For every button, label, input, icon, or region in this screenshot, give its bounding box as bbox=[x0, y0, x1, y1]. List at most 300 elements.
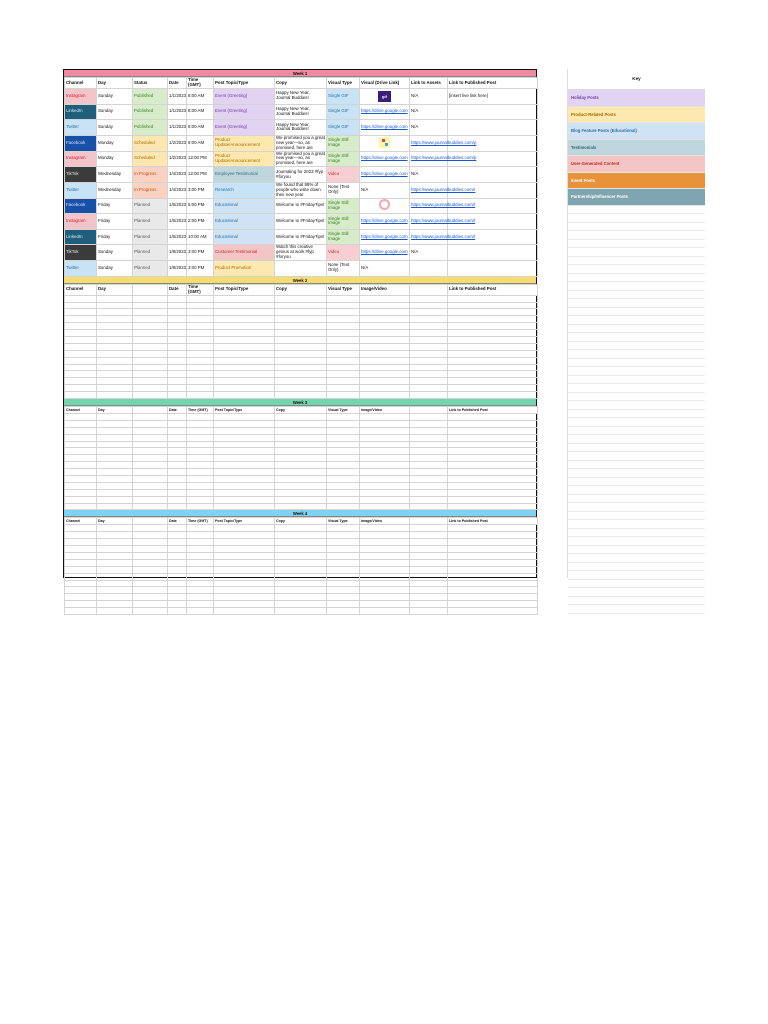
empty-cell[interactable] bbox=[168, 350, 187, 357]
empty-cell[interactable] bbox=[187, 532, 214, 539]
status-cell[interactable]: Scheduled bbox=[133, 151, 168, 167]
empty-cell[interactable] bbox=[214, 539, 275, 546]
empty-cell[interactable] bbox=[410, 546, 448, 553]
empty-cell[interactable] bbox=[410, 553, 448, 560]
empty-cell[interactable] bbox=[327, 448, 360, 455]
status-cell[interactable]: Planned bbox=[133, 261, 168, 277]
empty-cell[interactable] bbox=[448, 350, 538, 357]
visual-type-cell[interactable]: Single Still Image bbox=[327, 198, 360, 214]
empty-cell[interactable] bbox=[97, 573, 133, 580]
empty-cell[interactable] bbox=[448, 525, 538, 532]
empty-cell[interactable] bbox=[410, 357, 448, 364]
empty-cell[interactable] bbox=[327, 566, 360, 573]
empty-cell[interactable] bbox=[133, 295, 168, 302]
empty-cell[interactable] bbox=[65, 601, 97, 608]
empty-cell[interactable] bbox=[275, 420, 327, 427]
visual-link[interactable]: N/A bbox=[361, 186, 369, 192]
empty-cell[interactable] bbox=[327, 594, 360, 601]
visual-link[interactable]: N/A bbox=[361, 264, 369, 270]
empty-cell[interactable] bbox=[448, 539, 538, 546]
empty-cell[interactable] bbox=[360, 559, 410, 566]
empty-cell[interactable] bbox=[168, 364, 187, 371]
visual-link-cell[interactable] bbox=[360, 182, 410, 198]
empty-cell[interactable] bbox=[214, 302, 275, 309]
empty-cell[interactable] bbox=[360, 427, 410, 434]
empty-cell[interactable] bbox=[214, 455, 275, 462]
empty-cell[interactable] bbox=[410, 302, 448, 309]
empty-cell[interactable] bbox=[448, 302, 538, 309]
empty-cell[interactable] bbox=[133, 420, 168, 427]
empty-cell[interactable] bbox=[187, 385, 214, 392]
empty-cell[interactable] bbox=[360, 580, 410, 587]
empty-cell[interactable] bbox=[275, 525, 327, 532]
visual-link[interactable]: https://drive.google.com bbox=[361, 171, 408, 177]
empty-cell[interactable] bbox=[168, 392, 187, 399]
empty-cell[interactable] bbox=[448, 496, 538, 503]
empty-cell[interactable] bbox=[168, 594, 187, 601]
empty-cell[interactable] bbox=[97, 601, 133, 608]
empty-cell[interactable] bbox=[360, 343, 410, 350]
empty-cell[interactable] bbox=[275, 503, 327, 510]
day-cell[interactable]: Sunday bbox=[97, 89, 133, 105]
empty-cell[interactable] bbox=[214, 525, 275, 532]
topic-cell[interactable]: Customer Testimonial bbox=[214, 245, 275, 261]
empty-cell[interactable] bbox=[410, 587, 448, 594]
empty-cell[interactable] bbox=[168, 553, 187, 560]
empty-cell[interactable] bbox=[168, 608, 187, 615]
empty-cell[interactable] bbox=[360, 330, 410, 337]
empty-cell[interactable] bbox=[97, 427, 133, 434]
empty-cell[interactable] bbox=[327, 559, 360, 566]
empty-cell[interactable] bbox=[133, 343, 168, 350]
published-link-cell[interactable] bbox=[448, 104, 538, 120]
empty-cell[interactable] bbox=[410, 309, 448, 316]
day-cell[interactable]: Sunday bbox=[97, 104, 133, 120]
assets-link-cell[interactable] bbox=[410, 151, 477, 167]
empty-cell[interactable] bbox=[133, 532, 168, 539]
empty-cell[interactable] bbox=[214, 546, 275, 553]
assets-link-cell[interactable] bbox=[410, 167, 448, 183]
empty-cell[interactable] bbox=[97, 594, 133, 601]
empty-cell[interactable] bbox=[65, 364, 97, 371]
empty-cell[interactable] bbox=[168, 441, 187, 448]
empty-cell[interactable] bbox=[187, 482, 214, 489]
empty-cell[interactable] bbox=[448, 323, 538, 330]
empty-cell[interactable] bbox=[65, 323, 97, 330]
topic-cell[interactable]: Educational bbox=[214, 214, 275, 230]
empty-cell[interactable] bbox=[168, 302, 187, 309]
empty-cell[interactable] bbox=[327, 503, 360, 510]
empty-cell[interactable] bbox=[327, 357, 360, 364]
empty-cell[interactable] bbox=[97, 302, 133, 309]
empty-cell[interactable] bbox=[360, 525, 410, 532]
empty-cell[interactable] bbox=[448, 489, 538, 496]
copy-cell[interactable]: Happy New Year, Journal Buddies! bbox=[275, 104, 327, 120]
date-cell[interactable]: 1/1/2023 bbox=[168, 120, 187, 136]
empty-cell[interactable] bbox=[275, 350, 327, 357]
empty-cell[interactable] bbox=[327, 420, 360, 427]
empty-cell[interactable] bbox=[214, 378, 275, 385]
empty-cell[interactable] bbox=[168, 336, 187, 343]
empty-cell[interactable] bbox=[97, 309, 133, 316]
empty-cell[interactable] bbox=[410, 455, 448, 462]
empty-cell[interactable] bbox=[448, 330, 538, 337]
empty-cell[interactable] bbox=[410, 385, 448, 392]
empty-cell[interactable] bbox=[168, 295, 187, 302]
empty-cell[interactable] bbox=[275, 580, 327, 587]
empty-cell[interactable] bbox=[97, 420, 133, 427]
empty-cell[interactable] bbox=[168, 448, 187, 455]
empty-cell[interactable] bbox=[187, 525, 214, 532]
date-cell[interactable]: 1/8/2023 bbox=[168, 261, 187, 277]
time-cell[interactable]: 10:00 AM bbox=[187, 229, 214, 245]
empty-cell[interactable] bbox=[448, 587, 538, 594]
empty-cell[interactable] bbox=[275, 539, 327, 546]
empty-cell[interactable] bbox=[214, 559, 275, 566]
empty-cell[interactable] bbox=[97, 378, 133, 385]
empty-cell[interactable] bbox=[327, 385, 360, 392]
status-cell[interactable]: Planned bbox=[133, 214, 168, 230]
empty-cell[interactable] bbox=[448, 546, 538, 553]
empty-cell[interactable] bbox=[168, 587, 187, 594]
empty-cell[interactable] bbox=[168, 427, 187, 434]
empty-cell[interactable] bbox=[327, 364, 360, 371]
empty-cell[interactable] bbox=[275, 295, 327, 302]
empty-cell[interactable] bbox=[187, 469, 214, 476]
empty-cell[interactable] bbox=[65, 580, 97, 587]
empty-cell[interactable] bbox=[275, 594, 327, 601]
empty-cell[interactable] bbox=[275, 553, 327, 560]
empty-cell[interactable] bbox=[448, 413, 538, 420]
empty-cell[interactable] bbox=[275, 302, 327, 309]
empty-cell[interactable] bbox=[133, 573, 168, 580]
topic-cell[interactable]: Research bbox=[214, 182, 275, 198]
empty-cell[interactable] bbox=[327, 539, 360, 546]
empty-cell[interactable] bbox=[214, 503, 275, 510]
empty-cell[interactable] bbox=[275, 392, 327, 399]
empty-cell[interactable] bbox=[410, 350, 448, 357]
empty-cell[interactable] bbox=[448, 503, 538, 510]
empty-cell[interactable] bbox=[133, 476, 168, 483]
empty-cell[interactable] bbox=[448, 462, 538, 469]
empty-cell[interactable] bbox=[168, 455, 187, 462]
visual-link-cell[interactable] bbox=[360, 245, 410, 261]
empty-cell[interactable] bbox=[327, 295, 360, 302]
empty-cell[interactable] bbox=[133, 350, 168, 357]
empty-cell[interactable] bbox=[214, 427, 275, 434]
status-cell[interactable]: Published bbox=[133, 89, 168, 105]
empty-cell[interactable] bbox=[214, 350, 275, 357]
empty-cell[interactable] bbox=[65, 302, 97, 309]
empty-cell[interactable] bbox=[168, 559, 187, 566]
copy-cell[interactable]: Welcome to #FridayTips! bbox=[275, 214, 327, 230]
empty-cell[interactable] bbox=[65, 420, 97, 427]
empty-cell[interactable] bbox=[133, 448, 168, 455]
empty-cell[interactable] bbox=[133, 489, 168, 496]
empty-cell[interactable] bbox=[327, 427, 360, 434]
empty-cell[interactable] bbox=[65, 594, 97, 601]
empty-cell[interactable] bbox=[327, 343, 360, 350]
empty-cell[interactable] bbox=[327, 489, 360, 496]
assets-link[interactable]: https://www.journalbuddies.com/t bbox=[411, 217, 476, 223]
assets-link[interactable]: N/A bbox=[411, 92, 419, 98]
empty-cell[interactable] bbox=[97, 357, 133, 364]
empty-cell[interactable] bbox=[187, 601, 214, 608]
empty-cell[interactable] bbox=[448, 316, 538, 323]
empty-cell[interactable] bbox=[275, 434, 327, 441]
empty-cell[interactable] bbox=[133, 539, 168, 546]
empty-cell[interactable] bbox=[275, 462, 327, 469]
time-cell[interactable]: 2:00 PM bbox=[187, 214, 214, 230]
empty-cell[interactable] bbox=[168, 316, 187, 323]
empty-cell[interactable] bbox=[448, 559, 538, 566]
empty-cell[interactable] bbox=[214, 364, 275, 371]
visual-link-cell[interactable] bbox=[360, 214, 410, 230]
empty-cell[interactable] bbox=[448, 553, 538, 560]
empty-cell[interactable] bbox=[187, 441, 214, 448]
empty-cell[interactable] bbox=[275, 448, 327, 455]
empty-cell[interactable] bbox=[275, 476, 327, 483]
empty-cell[interactable] bbox=[97, 350, 133, 357]
empty-cell[interactable] bbox=[448, 573, 538, 580]
empty-cell[interactable] bbox=[360, 476, 410, 483]
empty-cell[interactable] bbox=[410, 594, 448, 601]
empty-cell[interactable] bbox=[410, 559, 448, 566]
empty-cell[interactable] bbox=[275, 455, 327, 462]
empty-cell[interactable] bbox=[448, 420, 538, 427]
assets-link[interactable]: N/A bbox=[411, 108, 419, 114]
visual-link-cell[interactable] bbox=[360, 89, 410, 105]
empty-cell[interactable] bbox=[187, 489, 214, 496]
empty-cell[interactable] bbox=[133, 371, 168, 378]
empty-cell[interactable] bbox=[410, 371, 448, 378]
empty-cell[interactable] bbox=[410, 482, 448, 489]
visual-link[interactable]: https://drive.google.com bbox=[361, 108, 408, 114]
empty-cell[interactable] bbox=[65, 378, 97, 385]
empty-cell[interactable] bbox=[275, 546, 327, 553]
empty-cell[interactable] bbox=[168, 309, 187, 316]
copy-cell[interactable]: Happy New Year, Journal Buddies! bbox=[275, 89, 327, 105]
empty-cell[interactable] bbox=[275, 566, 327, 573]
empty-cell[interactable] bbox=[275, 413, 327, 420]
assets-link[interactable]: https://www.journalbuddies.com/t bbox=[411, 233, 476, 239]
date-cell[interactable]: 1/6/2023 bbox=[168, 214, 187, 230]
empty-cell[interactable] bbox=[168, 566, 187, 573]
day-cell[interactable]: Sunday bbox=[97, 261, 133, 277]
assets-link[interactable]: https://www.journalbuddies.com/r bbox=[411, 186, 476, 192]
empty-cell[interactable] bbox=[275, 343, 327, 350]
empty-cell[interactable] bbox=[133, 546, 168, 553]
empty-cell[interactable] bbox=[97, 371, 133, 378]
empty-cell[interactable] bbox=[360, 594, 410, 601]
empty-cell[interactable] bbox=[65, 573, 97, 580]
assets-link[interactable]: https://www.journalbuddies.com/t bbox=[411, 202, 476, 208]
empty-cell[interactable] bbox=[360, 546, 410, 553]
empty-cell[interactable] bbox=[97, 489, 133, 496]
empty-cell[interactable] bbox=[327, 350, 360, 357]
date-cell[interactable]: 1/8/2023 bbox=[168, 245, 187, 261]
empty-cell[interactable] bbox=[187, 587, 214, 594]
empty-cell[interactable] bbox=[97, 455, 133, 462]
assets-link-cell[interactable] bbox=[410, 120, 448, 136]
topic-cell[interactable]: Product Update/Announcement bbox=[214, 151, 275, 167]
empty-cell[interactable] bbox=[65, 357, 97, 364]
empty-cell[interactable] bbox=[448, 601, 538, 608]
empty-cell[interactable] bbox=[360, 336, 410, 343]
empty-cell[interactable] bbox=[168, 413, 187, 420]
empty-cell[interactable] bbox=[360, 309, 410, 316]
empty-cell[interactable] bbox=[187, 559, 214, 566]
empty-cell[interactable] bbox=[448, 357, 538, 364]
empty-cell[interactable] bbox=[360, 357, 410, 364]
empty-cell[interactable] bbox=[65, 503, 97, 510]
empty-cell[interactable] bbox=[360, 434, 410, 441]
empty-cell[interactable] bbox=[360, 302, 410, 309]
empty-cell[interactable] bbox=[214, 385, 275, 392]
empty-cell[interactable] bbox=[360, 469, 410, 476]
empty-cell[interactable] bbox=[275, 601, 327, 608]
empty-cell[interactable] bbox=[214, 532, 275, 539]
visual-link[interactable]: https://drive.google.com bbox=[361, 233, 408, 239]
status-cell[interactable]: Planned bbox=[133, 198, 168, 214]
channel-cell[interactable]: TikTok bbox=[65, 167, 97, 183]
topic-cell[interactable]: Event (Greeting) bbox=[214, 89, 275, 105]
empty-cell[interactable] bbox=[65, 559, 97, 566]
published-link-cell[interactable] bbox=[448, 167, 538, 183]
date-cell[interactable]: 1/2/2023 bbox=[168, 151, 187, 167]
day-cell[interactable]: Wednesday bbox=[97, 182, 133, 198]
visual-link-cell[interactable] bbox=[360, 120, 410, 136]
empty-cell[interactable] bbox=[448, 476, 538, 483]
empty-cell[interactable] bbox=[187, 539, 214, 546]
empty-cell[interactable] bbox=[448, 295, 538, 302]
empty-cell[interactable] bbox=[410, 316, 448, 323]
day-cell[interactable]: Friday bbox=[97, 229, 133, 245]
empty-cell[interactable] bbox=[65, 448, 97, 455]
empty-cell[interactable] bbox=[360, 539, 410, 546]
empty-cell[interactable] bbox=[133, 302, 168, 309]
empty-cell[interactable] bbox=[214, 601, 275, 608]
empty-cell[interactable] bbox=[187, 503, 214, 510]
empty-cell[interactable] bbox=[214, 413, 275, 420]
empty-cell[interactable] bbox=[168, 539, 187, 546]
empty-cell[interactable] bbox=[360, 496, 410, 503]
empty-cell[interactable] bbox=[65, 330, 97, 337]
empty-cell[interactable] bbox=[187, 343, 214, 350]
empty-cell[interactable] bbox=[214, 496, 275, 503]
empty-cell[interactable] bbox=[410, 378, 448, 385]
empty-cell[interactable] bbox=[410, 427, 448, 434]
empty-cell[interactable] bbox=[360, 608, 410, 615]
empty-cell[interactable] bbox=[187, 295, 214, 302]
empty-cell[interactable] bbox=[327, 462, 360, 469]
copy-cell[interactable]: We found that 88% of people who write down their new year bbox=[275, 182, 327, 198]
empty-cell[interactable] bbox=[187, 323, 214, 330]
empty-cell[interactable] bbox=[214, 553, 275, 560]
empty-cell[interactable] bbox=[97, 448, 133, 455]
empty-cell[interactable] bbox=[327, 601, 360, 608]
empty-cell[interactable] bbox=[97, 539, 133, 546]
published-link-cell[interactable] bbox=[448, 245, 538, 261]
status-cell[interactable]: Scheduled bbox=[133, 135, 168, 151]
date-cell[interactable]: 1/6/2023 bbox=[168, 229, 187, 245]
empty-cell[interactable] bbox=[327, 469, 360, 476]
empty-cell[interactable] bbox=[133, 601, 168, 608]
empty-cell[interactable] bbox=[275, 330, 327, 337]
empty-cell[interactable] bbox=[133, 503, 168, 510]
empty-cell[interactable] bbox=[168, 525, 187, 532]
empty-cell[interactable] bbox=[97, 532, 133, 539]
empty-cell[interactable] bbox=[327, 378, 360, 385]
empty-cell[interactable] bbox=[133, 580, 168, 587]
empty-cell[interactable] bbox=[410, 364, 448, 371]
empty-cell[interactable] bbox=[97, 525, 133, 532]
empty-cell[interactable] bbox=[275, 482, 327, 489]
empty-cell[interactable] bbox=[275, 364, 327, 371]
empty-cell[interactable] bbox=[214, 587, 275, 594]
channel-cell[interactable]: TikTok bbox=[65, 245, 97, 261]
empty-cell[interactable] bbox=[448, 469, 538, 476]
empty-cell[interactable] bbox=[133, 427, 168, 434]
assets-link[interactable]: N/A bbox=[411, 124, 419, 130]
assets-link-cell[interactable] bbox=[410, 182, 476, 198]
empty-cell[interactable] bbox=[65, 476, 97, 483]
empty-cell[interactable] bbox=[97, 566, 133, 573]
time-cell[interactable]: 8:00 AM bbox=[187, 89, 214, 105]
empty-cell[interactable] bbox=[327, 392, 360, 399]
empty-cell[interactable] bbox=[214, 441, 275, 448]
empty-cell[interactable] bbox=[65, 336, 97, 343]
empty-cell[interactable] bbox=[168, 546, 187, 553]
empty-cell[interactable] bbox=[410, 608, 448, 615]
empty-cell[interactable] bbox=[133, 469, 168, 476]
empty-cell[interactable] bbox=[410, 420, 448, 427]
copy-cell[interactable]: Watch this creative genius at work #fyp #foryou bbox=[275, 245, 327, 261]
empty-cell[interactable] bbox=[275, 371, 327, 378]
empty-cell[interactable] bbox=[133, 434, 168, 441]
empty-cell[interactable] bbox=[275, 489, 327, 496]
empty-cell[interactable] bbox=[65, 469, 97, 476]
empty-cell[interactable] bbox=[65, 371, 97, 378]
empty-cell[interactable] bbox=[168, 378, 187, 385]
empty-cell[interactable] bbox=[97, 385, 133, 392]
topic-cell[interactable]: Employee Testimonial bbox=[214, 167, 275, 183]
empty-cell[interactable] bbox=[168, 434, 187, 441]
time-cell[interactable]: 8:00 AM bbox=[187, 120, 214, 136]
date-cell[interactable]: 1/4/2023 bbox=[168, 182, 187, 198]
day-cell[interactable]: Monday bbox=[97, 135, 133, 151]
time-cell[interactable]: 5:00 PM bbox=[187, 198, 214, 214]
empty-cell[interactable] bbox=[360, 462, 410, 469]
empty-cell[interactable] bbox=[97, 392, 133, 399]
topic-cell[interactable]: Product Promotion bbox=[214, 261, 275, 277]
visual-type-cell[interactable]: Video bbox=[327, 167, 360, 183]
empty-cell[interactable] bbox=[214, 482, 275, 489]
empty-cell[interactable] bbox=[360, 385, 410, 392]
empty-cell[interactable] bbox=[410, 503, 448, 510]
empty-cell[interactable] bbox=[448, 594, 538, 601]
empty-cell[interactable] bbox=[327, 580, 360, 587]
empty-cell[interactable] bbox=[187, 594, 214, 601]
empty-cell[interactable] bbox=[133, 566, 168, 573]
empty-cell[interactable] bbox=[275, 532, 327, 539]
empty-cell[interactable] bbox=[133, 455, 168, 462]
date-cell[interactable]: 1/4/2023 bbox=[168, 167, 187, 183]
empty-cell[interactable] bbox=[360, 295, 410, 302]
empty-cell[interactable] bbox=[65, 553, 97, 560]
empty-cell[interactable] bbox=[133, 357, 168, 364]
topic-cell[interactable]: Event (Greeting) bbox=[214, 120, 275, 136]
